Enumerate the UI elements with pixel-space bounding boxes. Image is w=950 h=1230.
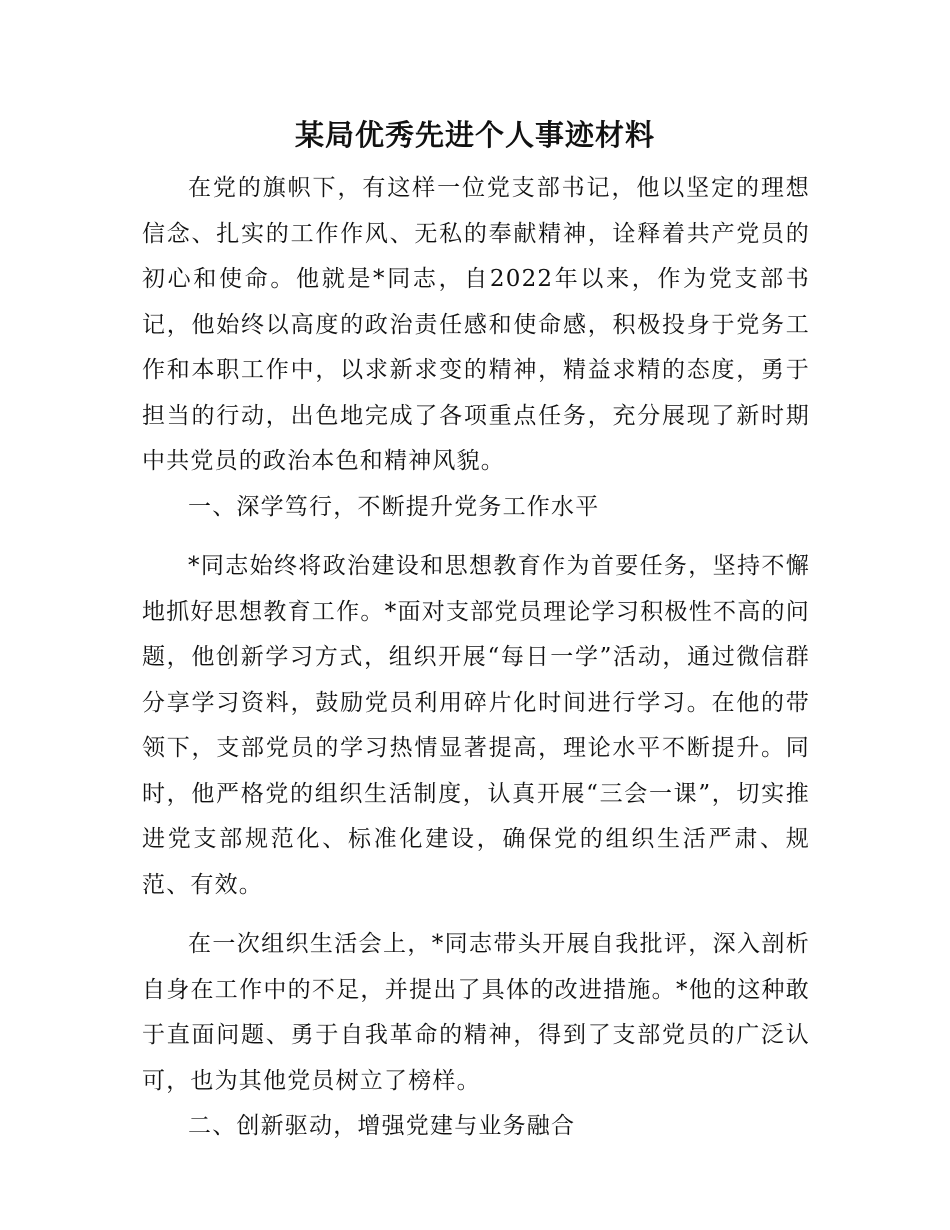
intro-paragraph: 在党的旗帜下，有这样一位党支部书记，他以坚定的理想信念、扎实的工作作风、无私的奉献精神，诠释着共产党员的初心和使命。他就是*同志，自2022年以来，作为党支部书记，他始终以高度的政治责任感和使命感，积极投身于党务工作和本职工作中，以求新求变的精神，精益求精的态度，勇于担当的行动，出色地完成了各项重点任务，充分展现了新时期中共党员的政治本色和精神风貌。 <box>142 175 810 474</box>
section-heading-1: 一、深学笃行，不断提升党务工作水平 <box>188 493 600 520</box>
section-1-paragraph-2: 在一次组织生活会上，*同志带头开展自我批评，深入剖析自身在工作中的不足，并提出了具体的改进措施。*他的这种敢于直面问题、勇于自我革命的精神，得到了支部党员的广泛认可，也为其他党员树立了榜样。 <box>142 931 810 1094</box>
section-1-paragraph-1: *同志始终将政治建设和思想教育作为首要任务，坚持不懈地抓好思想教育工作。*面对支部党员理论学习积极性不高的问题，他创新学习方式，组织开展“每日一学”活动，通过微信群分享学习资料，鼓励党员利用碎片化时间进行学习。在他的带领下，支部党员的学习热情显著提高，理论水平不断提升。同时，他严格党的组织生活制度，认真开展“三会一课”，切实推进党支部规范化、标准化建设，确保党的组织生活严肃、规范、有效。 <box>142 553 810 898</box>
document-body <box>142 166 810 1150</box>
document-title: 某局优秀先进个人事迹材料 <box>294 118 655 152</box>
section-heading-2: 二、创新驱动，增强党建与业务融合 <box>188 1113 576 1139</box>
